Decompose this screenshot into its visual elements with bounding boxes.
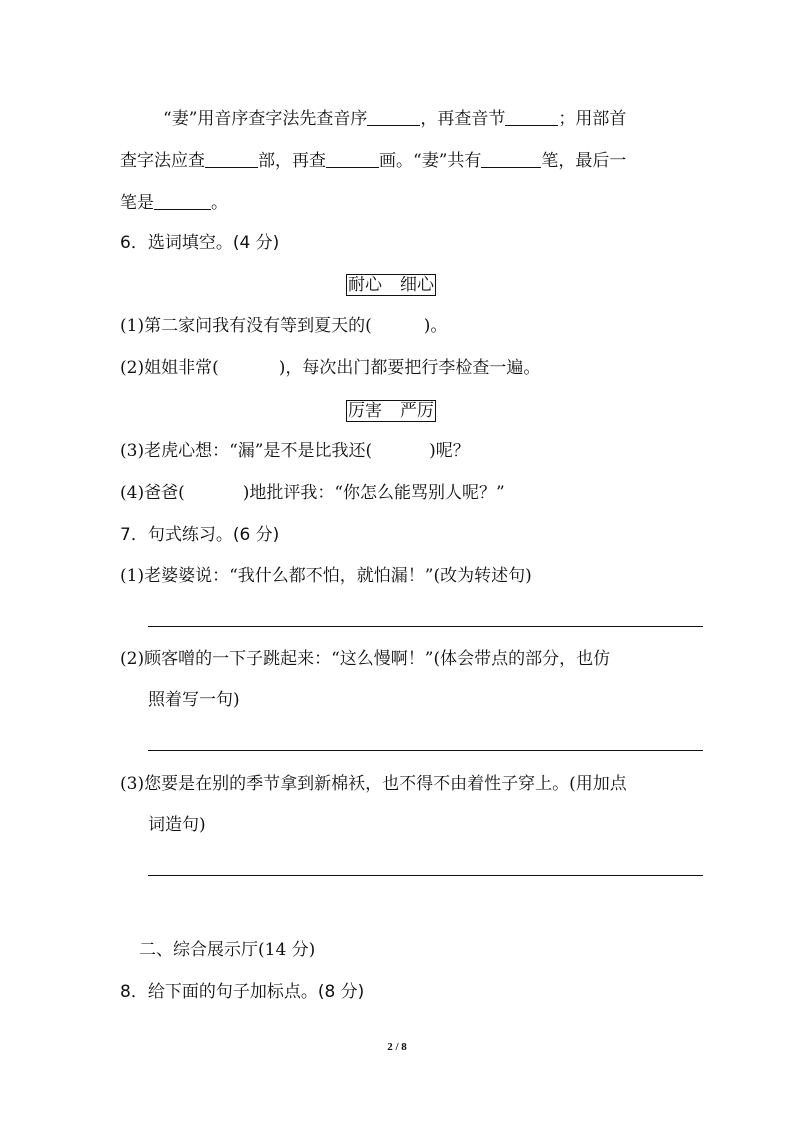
q5-text: 笔，最后一 xyxy=(541,151,627,171)
sentence-text: )地批评我：“你怎么能骂别人呢？” xyxy=(242,483,505,503)
q7-item-3: (3)您要是在别的季节拿到新棉袄，也不得不由着性子穿上。(用加点 xyxy=(120,774,627,794)
q7-item-1: (1)老婆婆说：“我什么都不怕，就怕漏！”(改为转述句) xyxy=(120,566,532,586)
answer-line[interactable] xyxy=(148,626,703,627)
sentence-text: (2)姐姐非常( xyxy=(120,358,219,378)
word-option: 严厉 xyxy=(400,401,434,421)
word-option: 细心 xyxy=(400,275,434,295)
q5-line-3 xyxy=(120,192,228,213)
q6-title: 6．选词填空。(4 分) xyxy=(120,233,280,253)
q7-item-3-cont: 词造句) xyxy=(148,815,206,835)
q5-line-2 xyxy=(120,150,626,171)
q5-text: 画。“妻”共有 xyxy=(379,151,482,171)
answer-line[interactable] xyxy=(148,875,703,876)
q7-item-2: (2)顾客噌的一下子跳起来：“这么慢啊！”(体会带点的部分，也仿 xyxy=(120,649,611,669)
q8-title: 8．给下面的句子加标点。(8 分) xyxy=(120,982,365,1002)
word-box-2 xyxy=(346,400,436,422)
sentence-text: )呢？ xyxy=(429,441,470,461)
answer-blank[interactable] xyxy=(481,150,541,168)
q5-text: 。 xyxy=(211,193,228,213)
sentence-text: )。 xyxy=(423,316,448,336)
page-number: 2 / 8 xyxy=(387,1041,407,1053)
sentence-text: )，每次出门都要把行李检查一遍。 xyxy=(278,358,541,378)
q6-sentence-4 xyxy=(120,483,505,503)
q5-text: 笔是 xyxy=(120,193,154,213)
sentence-text: (3)老虎心想：“漏”是不是比我还( xyxy=(120,441,373,461)
section-heading: 二、综合展示厅(14 分) xyxy=(139,940,316,960)
q6-sentence-1 xyxy=(120,316,447,336)
q7-title: 7．句式练习。(6 分) xyxy=(120,525,280,545)
answer-blank[interactable] xyxy=(205,150,258,168)
q5-text: “妻”用音序查字法先查音序 xyxy=(163,109,368,129)
q7-item-2-cont: 照着写一句) xyxy=(148,690,240,710)
q5-text: ，再查音节 xyxy=(420,109,506,129)
q5-text: ；用部首 xyxy=(558,109,627,129)
q6-sentence-2 xyxy=(120,358,540,378)
word-box-1 xyxy=(346,274,436,296)
answer-blank[interactable] xyxy=(326,150,379,168)
q5-text: 查字法应查 xyxy=(120,151,205,171)
answer-blank[interactable] xyxy=(505,108,558,126)
sentence-text: (4)爸爸( xyxy=(120,483,185,503)
q6-sentence-3 xyxy=(120,441,470,461)
answer-line[interactable] xyxy=(148,750,703,751)
sentence-text: (1)第二家问我有没有等到夏天的( xyxy=(120,316,372,336)
word-option: 厉害 xyxy=(348,401,382,421)
word-option: 耐心 xyxy=(348,275,382,295)
answer-blank[interactable] xyxy=(154,192,211,210)
q5-text: 部，再查 xyxy=(258,151,326,171)
answer-blank[interactable] xyxy=(367,108,420,126)
q5-line-1 xyxy=(163,108,626,129)
